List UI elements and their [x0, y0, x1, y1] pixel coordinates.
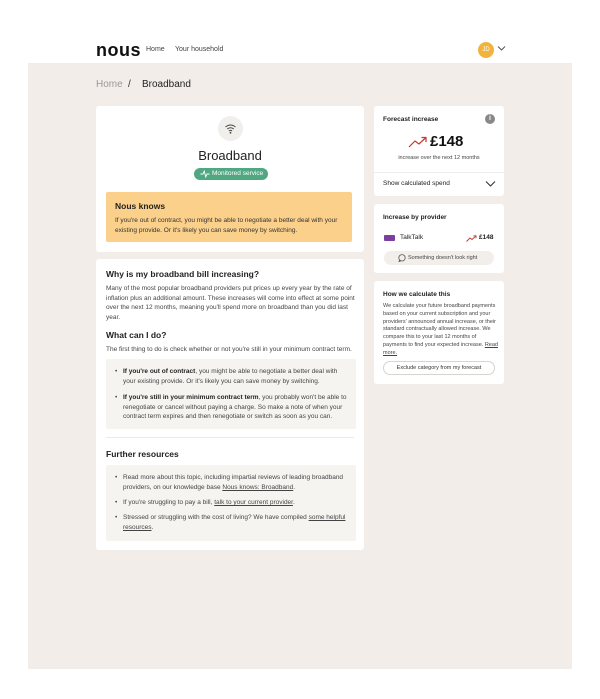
service-header-card: [96, 106, 364, 252]
info-icon[interactable]: i: [485, 114, 495, 124]
forecast-subtitle: increase over the next 12 months: [398, 155, 480, 161]
tips-box: [106, 359, 356, 429]
link-talk-to-provider[interactable]: talk to your current provider: [214, 499, 293, 506]
exclude-category-button[interactable]: Exclude category from my forecast: [383, 361, 495, 375]
article-card: [96, 259, 364, 550]
show-calculated-spend-toggle[interactable]: Show calculated spend: [383, 180, 450, 187]
how-body: We calculate your future broadband payments based on your current subscription and your providers' announced annual increase, or their standard contractually allowed increase. We compare this to your last 12 months of payments to find your expected increase. Read more.: [383, 303, 498, 356]
avatar[interactable]: JD: [478, 42, 494, 58]
forecast-card: [374, 106, 504, 196]
list-item: • If you're still in your minimum contract term, you probably won't be able to renegotiate or cancel without paying a charge. So make a note of when your contract term expires and then renegotiate or switch as soon as you can.: [123, 393, 349, 422]
feedback-button[interactable]: [384, 251, 494, 265]
chevron-down-icon[interactable]: [485, 180, 496, 188]
wifi-icon: [218, 116, 243, 141]
provider-card: [374, 204, 504, 273]
forecast-title: Forecast increase: [383, 116, 439, 123]
trend-up-icon: [408, 136, 428, 148]
status-badge-label: Monitored service: [212, 170, 264, 177]
feedback-label: Something doesn't look right: [408, 255, 478, 261]
trend-up-icon: [466, 235, 477, 242]
page-title: Broadband: [198, 148, 262, 163]
breadcrumb-home[interactable]: Home: [96, 79, 123, 90]
callout-body: If you're out of contract, you might be able to negotiate a better deal with your existing provide. Or it's likely you can save money by switching.: [115, 217, 338, 234]
list-item: • Read more about this topic, including impartial reviews of leading broadband providers, on our knowledge base Nous knows: Broadband.: [123, 473, 349, 492]
resources-box: [106, 465, 356, 541]
paragraph-why-increasing: Many of the most popular broadband providers put prices up every year by the rate of inflation plus an additional amount. These increases will come into effect at some point over the next 12 months, meaning you'll spend more on broadband than you did last year.: [106, 285, 355, 321]
list-item: • If you're struggling to pay a bill, talk to your current provider.: [123, 498, 349, 508]
nous-knows-callout: [106, 192, 352, 242]
talktalk-logo: [384, 235, 395, 241]
how-title: How we calculate this: [383, 291, 451, 298]
top-bar: [0, 0, 600, 63]
callout-title: Nous knows: [115, 201, 166, 211]
divider: [374, 172, 504, 173]
provider-name: TalkTalk: [400, 234, 424, 241]
nav-your-household[interactable]: Your household: [175, 46, 224, 53]
forecast-amount: £148: [430, 133, 464, 150]
chat-icon: [398, 254, 406, 262]
logo[interactable]: nous: [96, 40, 141, 60]
how-we-calculate-card: [374, 281, 504, 384]
list-item: • If you're out of contract, you might be able to negotiate a better deal with your existing provide. Or it's likely you can save money by switching.: [123, 367, 349, 386]
chevron-down-icon[interactable]: [497, 45, 506, 52]
provider-amount: £148: [479, 234, 494, 241]
link-helpful-resources[interactable]: some helpful resources: [123, 514, 346, 531]
paragraph-what-can-i-do: The first thing to do is check whether or not you're still in your minimum contract term.: [106, 346, 352, 353]
heading-what-can-i-do: What can I do?: [106, 330, 167, 340]
breadcrumb-current: Broadband: [142, 79, 191, 90]
heading-why-increasing: Why is my broadband bill increasing?: [106, 269, 260, 279]
link-nous-knows-broadband[interactable]: Nous knows: Broadband: [222, 483, 294, 491]
heading-further-resources: Further resources: [106, 449, 179, 459]
activity-icon: [200, 170, 210, 178]
breadcrumb-separator: /: [128, 79, 131, 90]
divider: [106, 437, 354, 438]
nav-home[interactable]: Home: [146, 46, 165, 53]
list-item: • Stressed or struggling with the cost of living? We have compiled some helpful resources.: [123, 513, 349, 532]
provider-title: Increase by provider: [383, 214, 447, 221]
read-more-link[interactable]: Read more.: [383, 341, 498, 356]
status-badge: [194, 168, 268, 180]
